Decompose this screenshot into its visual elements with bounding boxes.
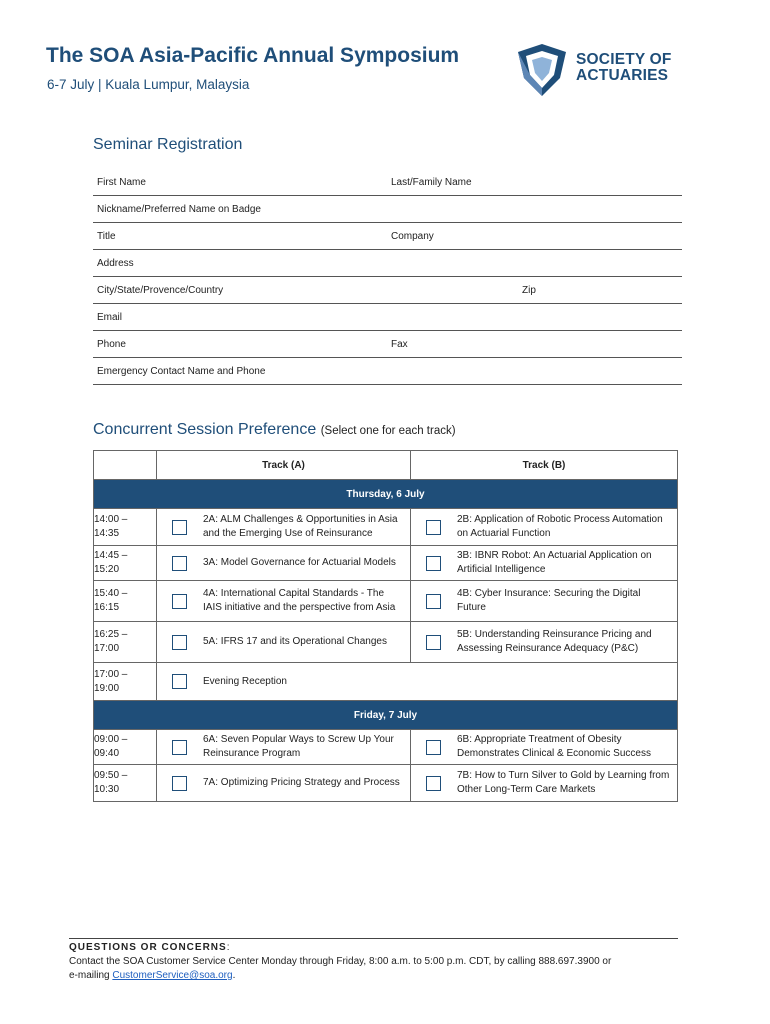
- logo-line-2: ACTUARIES: [576, 67, 669, 84]
- session-checkbox[interactable]: [426, 776, 441, 791]
- questions-heading: QUESTIONS OR CONCERNS: [69, 942, 227, 953]
- footer: [69, 938, 678, 983]
- session-checkbox[interactable]: [172, 635, 187, 650]
- time-end: 09:40: [94, 748, 120, 759]
- session-label: 5B: Understanding Reinsurance Pricing and Assessing Reinsurance Adequacy (P&C): [457, 629, 652, 654]
- time-start: 14:00 –: [94, 514, 128, 525]
- phone-fax-row[interactable]: [93, 337, 682, 358]
- city-zip-row[interactable]: [93, 283, 682, 304]
- empty-header-cell: [94, 451, 157, 480]
- track-b-header: Track (B): [411, 451, 678, 480]
- time-end: 17:00: [94, 643, 120, 654]
- session-label: 3B: IBNR Robot: An Actuarial Application on Artificial Intelligence: [457, 550, 652, 575]
- first-name-label: First Name: [97, 177, 146, 188]
- track-b-cell: [411, 622, 678, 663]
- address-row[interactable]: [93, 256, 682, 277]
- table-header-row: [94, 451, 678, 480]
- logo-wordmark: [576, 52, 672, 84]
- session-checkbox[interactable]: [172, 520, 187, 535]
- company-label: Company: [391, 231, 434, 242]
- table-row: [94, 622, 678, 663]
- title-company-row[interactable]: [93, 229, 682, 250]
- logo-line-1: SOCIETY OF: [576, 51, 672, 68]
- page-title: The SOA Asia-Pacific Annual Symposium: [46, 44, 460, 67]
- track-b-cell: [411, 730, 678, 765]
- footer-prefix: e-mailing: [69, 970, 113, 981]
- event-subtitle: 6-7 July | Kuala Lumpur, Malaysia: [47, 77, 250, 92]
- time-start: 14:45 –: [94, 550, 128, 561]
- address-label: Address: [97, 258, 134, 269]
- fax-label: Fax: [391, 339, 408, 350]
- session-label: 6A: Seven Popular Ways to Screw Up Your Reinsurance Program: [203, 734, 394, 759]
- track-a-cell: [157, 730, 411, 765]
- track-a-cell: [157, 765, 411, 802]
- city-label: City/State/Provence/Country: [97, 285, 224, 296]
- session-checkbox[interactable]: [426, 520, 441, 535]
- time-cell: [94, 546, 157, 581]
- heading-colon: :: [226, 942, 230, 953]
- track-b-cell: [411, 546, 678, 581]
- table-row: [94, 663, 678, 701]
- track-a-cell: [157, 546, 411, 581]
- name-row[interactable]: [93, 175, 682, 196]
- title-label: Title: [97, 231, 116, 242]
- session-label: 4A: International Capital Standards - The IAIS initiative and the perspective from Asia: [203, 588, 396, 613]
- session-label: 2A: ALM Challenges & Opportunities in Asia and the Emerging Use of Reinsurance: [203, 514, 398, 539]
- session-label: 5A: IFRS 17 and its Operational Changes: [203, 636, 387, 647]
- emergency-label: Emergency Contact Name and Phone: [97, 366, 266, 377]
- time-cell: [94, 622, 157, 663]
- session-label: 6B: Appropriate Treatment of Obesity Demonstrates Clinical & Economic Success: [457, 734, 651, 759]
- phone-label: Phone: [97, 339, 126, 350]
- time-end: 15:20: [94, 564, 120, 575]
- time-end: 10:30: [94, 784, 120, 795]
- emergency-row[interactable]: [93, 364, 682, 385]
- footer-suffix: .: [232, 970, 236, 981]
- session-checkbox[interactable]: [426, 556, 441, 571]
- thursday-header: Thursday, 6 July: [94, 480, 678, 509]
- session-checkbox[interactable]: [172, 740, 187, 755]
- session-checkbox[interactable]: [172, 556, 187, 571]
- session-checkbox[interactable]: [426, 740, 441, 755]
- session-checkbox[interactable]: [172, 594, 187, 609]
- time-cell: [94, 663, 157, 701]
- email-label: Email: [97, 312, 123, 323]
- time-cell: [94, 509, 157, 546]
- customer-service-email-link[interactable]: CustomerService@soa.org: [112, 970, 233, 981]
- shield-logo-icon: [512, 42, 572, 98]
- time-start: 17:00 –: [94, 668, 128, 680]
- session-checkbox[interactable]: [426, 635, 441, 650]
- table-row: [94, 581, 678, 622]
- table-row: [94, 509, 678, 546]
- email-row[interactable]: [93, 310, 682, 331]
- friday-header: Friday, 7 July: [94, 701, 678, 730]
- track-b-cell: [411, 581, 678, 622]
- table-row: [94, 765, 678, 802]
- nickname-label: Nickname/Preferred Name on Badge: [97, 204, 261, 215]
- session-label: 3A: Model Governance for Actuarial Models: [203, 557, 396, 568]
- session-label: Evening Reception: [203, 675, 287, 687]
- time-cell: [94, 765, 157, 802]
- table-row: [94, 730, 678, 765]
- session-checkbox[interactable]: [172, 674, 187, 689]
- session-label: 2B: Application of Robotic Process Automation on Actuarial Function: [457, 514, 663, 539]
- time-cell: [94, 581, 157, 622]
- time-start: 16:25 –: [94, 629, 128, 640]
- sessions-title-text: Concurrent Session Preference: [93, 421, 317, 438]
- track-a-cell: [157, 581, 411, 622]
- session-label: 7B: How to Turn Silver to Gold by Learning from Other Long-Term Care Markets: [457, 770, 670, 795]
- session-label: 7A: Optimizing Pricing Strategy and Process: [203, 777, 400, 788]
- sessions-title: [93, 421, 456, 439]
- session-checkbox[interactable]: [172, 776, 187, 791]
- time-end: 16:15: [94, 602, 120, 613]
- time-cell: [94, 730, 157, 765]
- session-table: [93, 450, 678, 802]
- session-label: 4B: Cyber Insurance: Securing the Digital Future: [457, 588, 641, 613]
- day-row: [94, 480, 678, 509]
- sessions-note: (Select one for each track): [320, 425, 456, 437]
- session-checkbox[interactable]: [426, 594, 441, 609]
- soa-logo: [512, 42, 682, 98]
- reception-cell: [157, 663, 678, 701]
- time-end: 19:00: [94, 682, 120, 694]
- time-start: 09:50 –: [94, 770, 128, 781]
- track-a-header: Track (A): [157, 451, 411, 480]
- time-start: 09:00 –: [94, 734, 128, 745]
- track-a-cell: [157, 622, 411, 663]
- time-start: 15:40 –: [94, 588, 128, 599]
- footer-line-2: [69, 969, 678, 983]
- footer-heading: [69, 941, 678, 955]
- table-row: [94, 546, 678, 581]
- time-end: 14:35: [94, 528, 120, 539]
- day-row: [94, 701, 678, 730]
- track-a-cell: [157, 509, 411, 546]
- registration-title: Seminar Registration: [93, 136, 243, 153]
- footer-line-1: Contact the SOA Customer Service Center Monday through Friday, 8:00 a.m. to 5:00 p.m. CDT, by calling 888.697.3900 or: [69, 956, 612, 967]
- nickname-row[interactable]: [93, 202, 682, 223]
- track-b-cell: [411, 765, 678, 802]
- last-name-label: Last/Family Name: [391, 177, 472, 188]
- zip-label: Zip: [522, 285, 536, 296]
- track-b-cell: [411, 509, 678, 546]
